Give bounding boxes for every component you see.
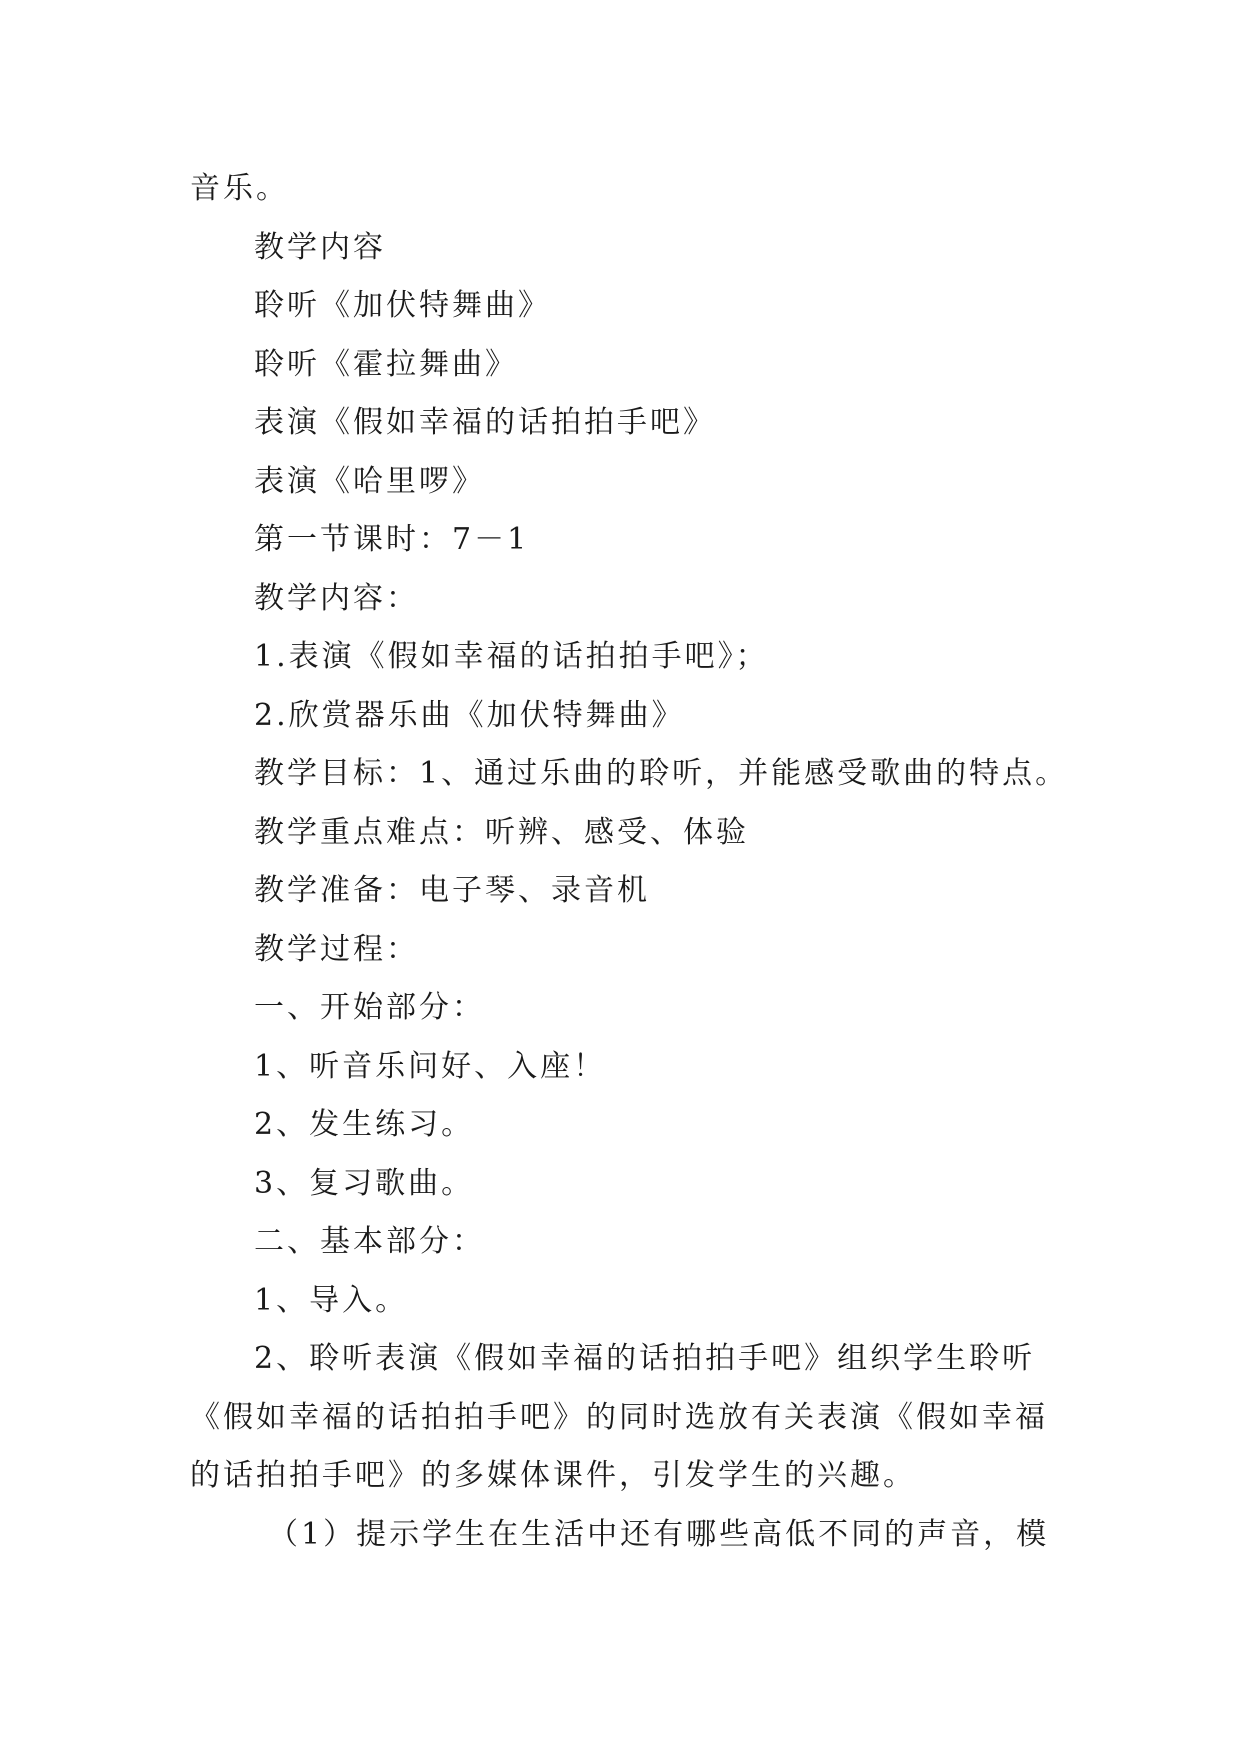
paragraph: 聆听《加伏特舞曲》 (254, 288, 551, 323)
section-heading: 一、开始部分： (254, 990, 485, 1025)
paragraph-heading: 教学内容 (254, 229, 386, 265)
paragraph-continuation: 《假如幸福的话拍拍手吧》的同时选放有关表演《假如幸福 (190, 1399, 1048, 1435)
list-item: 2、发生练习。 (254, 1107, 475, 1142)
paragraph: 教学目标：1、通过乐曲的聆听，并能感受歌曲的特点。 (254, 756, 1069, 791)
paragraph: 教学准备：电子琴、录音机 (254, 873, 650, 908)
paragraph: 第一节课时：7－1 (254, 522, 530, 557)
paragraph: 音乐。 (190, 171, 289, 206)
paragraph: 表演《哈里啰》 (254, 463, 485, 499)
paragraph: 教学重点难点：听辨、感受、体验 (254, 814, 749, 850)
paragraph: 聆听《霍拉舞曲》 (254, 346, 518, 382)
list-item: 1、导入。 (254, 1282, 409, 1318)
paragraph: 表演《假如幸福的话拍拍手吧》 (254, 405, 716, 440)
section-heading: 二、基本部分： (254, 1224, 485, 1259)
list-item: 1、听音乐问好、入座！ (254, 1048, 607, 1084)
paragraph-heading: 教学过程： (254, 931, 419, 967)
paragraph-continuation: 的话拍拍手吧》的多媒体课件，引发学生的兴趣。 (190, 1458, 916, 1493)
list-item: 2.欣赏器乐曲《加伏特舞曲》 (254, 697, 685, 733)
list-item: 1.表演《假如幸福的话拍拍手吧》； (254, 639, 769, 674)
paragraph-heading: 教学内容： (254, 580, 419, 616)
paragraph: 2、聆听表演《假如幸福的话拍拍手吧》组织学生聆听 (254, 1341, 1036, 1376)
list-item: （1）提示学生在生活中还有哪些高低不同的声音，模 (268, 1516, 1050, 1552)
list-item: 3、复习歌曲。 (254, 1165, 475, 1201)
document-page (190, 160, 1070, 1564)
